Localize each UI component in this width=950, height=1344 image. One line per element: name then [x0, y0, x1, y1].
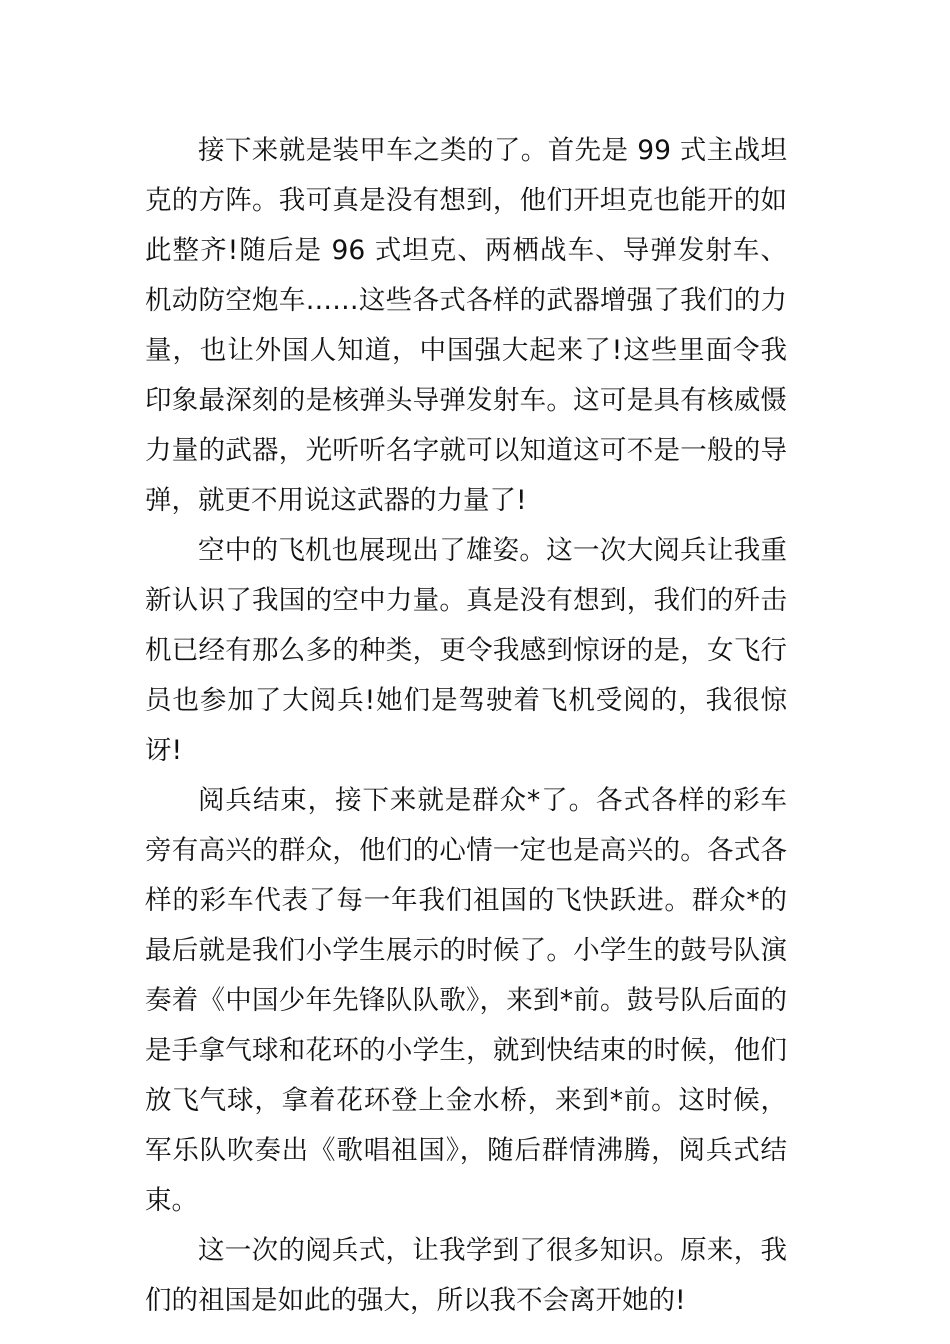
paragraph-armored-vehicles: 接下来就是装甲车之类的了。首先是 99 式主战坦克的方阵。我可真是没有想到，他们开坦克也能开的如此整齐!随后是 96 式坦克、两栖战车、导弹发射车、机动防空炮车……这些各式各样的武器增强了我们的力量，也让外国人知道，中国强大起来了!这些里面令我印象最深刻的是核弹头导弹发射车。这可是具有核威慑力量的武器，光听听名字就可以知道这可不是一般的导弹，就更不用说这武器的力量了! [145, 135, 787, 516]
document-body [145, 126, 787, 1326]
paragraph-conclusion: 这一次的阅兵式，让我学到了很多知识。原来，我们的祖国是如此的强大，所以我不会离开她的! [145, 1235, 787, 1316]
paragraph-crowd-parade: 阅兵结束，接下来就是群众*了。各式各样的彩车旁有高兴的群众，他们的心情一定也是高兴的。各式各样的彩车代表了每一年我们祖国的飞快跃进。群众*的最后就是我们小学生展示的时候了。小学生的鼓号队演奏着《中国少年先锋队队歌》，来到*前。鼓号队后面的是手拿气球和花环的小学生，就到快结束的时候，他们放飞气球，拿着花环登上金水桥，来到*前。这时候，军乐队吹奏出《歌唱祖国》，随后群情沸腾，阅兵式结束。 [145, 785, 787, 1216]
paragraph-aircraft: 空中的飞机也展现出了雄姿。这一次大阅兵让我重新认识了我国的空中力量。真是没有想到，我们的歼击机已经有那么多的种类，更令我感到惊讶的是，女飞行员也参加了大阅兵!她们是驾驶着飞机受阅的，我很惊讶! [145, 535, 787, 766]
